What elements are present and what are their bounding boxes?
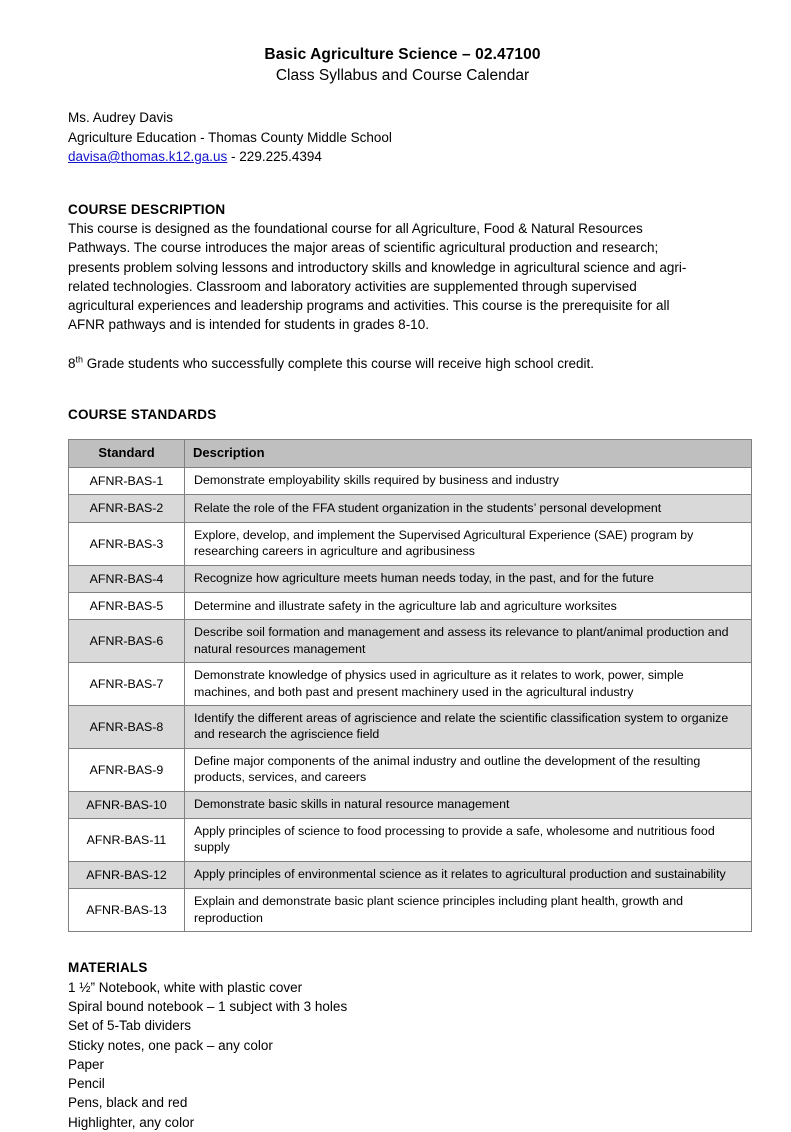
standard-code-cell: AFNR-BAS-8 xyxy=(69,706,185,749)
teacher-name: Ms. Audrey Davis xyxy=(68,110,174,125)
table-row xyxy=(69,748,752,791)
table-row xyxy=(69,565,752,592)
standard-code-cell: AFNR-BAS-3 xyxy=(69,522,185,565)
standard-description-cell: Explain and demonstrate basic plant science principles including plant health, growth and reproduction xyxy=(185,889,752,932)
table-row xyxy=(69,495,752,522)
contact-separator: - xyxy=(227,149,240,164)
table-row xyxy=(69,706,752,749)
table-row xyxy=(69,819,752,862)
column-header-standard: Standard xyxy=(69,439,185,467)
standard-description-cell: Define major components of the animal industry and outline the development of the resulting products, services, and careers xyxy=(185,748,752,791)
standard-code-cell: AFNR-BAS-9 xyxy=(69,748,185,791)
standard-code-cell: AFNR-BAS-2 xyxy=(69,495,185,522)
standard-description-cell: Demonstrate knowledge of physics used in agriculture as it relates to work, power, simple machines, and both past and present machinery used in the agricultural industry xyxy=(185,663,752,706)
department-school: Agriculture Education - Thomas County Middle School xyxy=(68,129,392,145)
standard-code-cell: AFNR-BAS-5 xyxy=(69,593,185,620)
page-subtitle: Class Syllabus and Course Calendar xyxy=(275,67,530,84)
list-item: 1 ½” Notebook, white with plastic cover xyxy=(68,979,303,995)
paragraph-spacer xyxy=(68,335,751,354)
list-item: Paper xyxy=(68,1056,105,1072)
standard-code-cell: AFNR-BAS-6 xyxy=(69,620,185,663)
standard-description-cell: Relate the role of the FFA student organization in the students’ personal development xyxy=(185,495,752,522)
standard-description-cell: Identify the different areas of agriscience and relate the scientific classification system to organize and research the agriscience field xyxy=(185,706,752,749)
materials-heading: MATERIALS xyxy=(68,960,148,976)
standard-code-cell: AFNR-BAS-10 xyxy=(69,791,185,818)
standard-description-cell: Apply principles of science to food processing to provide a safe, wholesome and nutritious food supply xyxy=(185,819,752,862)
list-item: Sticky notes, one pack – any color xyxy=(68,1037,273,1053)
table-body xyxy=(69,467,752,931)
standard-description-cell: Apply principles of environmental science as it relates to agricultural production and sustainability xyxy=(185,861,752,888)
standard-code-cell: AFNR-BAS-11 xyxy=(69,819,185,862)
email-phone-line xyxy=(68,147,751,167)
column-header-description: Description xyxy=(185,439,752,467)
phone-number: 229.225.4394 xyxy=(239,149,322,164)
standard-description-cell: Describe soil formation and management and assess its relevance to plant/animal production and natural resources management xyxy=(185,620,752,663)
standard-description-cell: Demonstrate employability skills required by business and industry xyxy=(185,467,752,494)
high-school-credit-note xyxy=(68,354,693,373)
email-link[interactable]: davisa@thomas.k12.ga.us xyxy=(68,149,228,164)
grade-number: 8 xyxy=(68,355,76,371)
table-row xyxy=(69,593,752,620)
grade-ordinal-suffix: th xyxy=(75,354,84,365)
standard-code-cell: AFNR-BAS-12 xyxy=(69,861,185,888)
table-header-row xyxy=(69,439,752,467)
list-item: Pencil xyxy=(68,1076,105,1092)
standard-code-cell: AFNR-BAS-13 xyxy=(69,889,185,932)
table-row xyxy=(69,522,752,565)
page-title: Basic Agriculture Science – 02.47100 xyxy=(264,46,541,63)
table-row xyxy=(69,791,752,818)
standard-code-cell: AFNR-BAS-1 xyxy=(69,467,185,494)
standard-description-cell: Explore, develop, and implement the Supervised Agricultural Experience (SAE) program by researching careers in agriculture and agribusiness xyxy=(185,522,752,565)
standard-code-cell: AFNR-BAS-7 xyxy=(69,663,185,706)
materials-list xyxy=(68,978,751,1132)
table-row xyxy=(69,663,752,706)
list-item: Set of 5-Tab dividers xyxy=(68,1018,192,1034)
list-item: Pens, black and red xyxy=(68,1095,188,1111)
table-row xyxy=(69,889,752,932)
document-title-block xyxy=(54,44,751,86)
list-item: Spiral bound notebook – 1 subject with 3 holes xyxy=(68,998,348,1014)
course-standards-heading: COURSE STANDARDS xyxy=(68,407,217,423)
standard-description-cell: Determine and illustrate safety in the agriculture lab and agriculture worksites xyxy=(185,593,752,620)
course-standards-table xyxy=(68,439,752,933)
standard-code-cell: AFNR-BAS-4 xyxy=(69,565,185,592)
contact-block xyxy=(68,108,751,167)
list-item: Highlighter, any color xyxy=(68,1114,195,1130)
table-row xyxy=(69,861,752,888)
course-description-heading: COURSE DESCRIPTION xyxy=(68,201,226,217)
table-row xyxy=(69,620,752,663)
standard-description-cell: Demonstrate basic skills in natural resource management xyxy=(185,791,752,818)
table-head xyxy=(69,439,752,467)
standard-description-cell: Recognize how agriculture meets human needs today, in the past, and for the future xyxy=(185,565,752,592)
credit-note-text: Grade students who successfully complete this course will receive high school credit. xyxy=(83,355,595,371)
course-description-paragraph: This course is designed as the foundational course for all Agriculture, Food & Natural Resources Pathways. The course introduces the major areas of scientific agricultural production and research; presents problem solving lessons and introductory skills and knowledge in agricultural science and agri-related technologies. Classroom and laboratory activities are supplemented through supervised agricultural experiences and leadership programs and activities. This course is the prerequisite for all AFNR pathways and is intended for students in grades 8-10. xyxy=(68,221,687,333)
table-row xyxy=(69,467,752,494)
